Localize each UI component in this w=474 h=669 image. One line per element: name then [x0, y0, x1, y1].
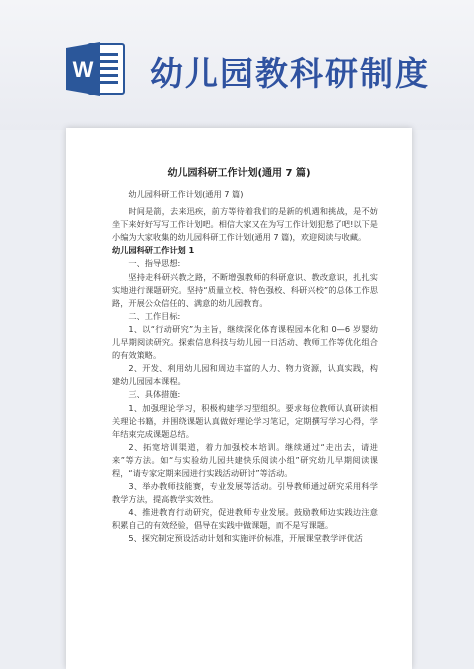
document-page: [66, 128, 412, 669]
paragraph-measure-3: 3、举办教师技能赛，专业发展等活动。引导教师通过研究采用科学教学方法，提高教学实效性。: [112, 481, 378, 505]
document-body: [112, 188, 378, 546]
doc-subtitle: 幼儿园科研工作计划(通用 7 篇): [128, 189, 244, 199]
intro-paragraph: 时间是箭，去来迅疾，前方等待着我们的是新的机遇和挑战，是不妨坐下来好好写写工作计划吧。相信大家又在为写工作计划犯愁了吧!以下是小编为大家收集的幼儿园科研工作计划(通用 7 篇)，欢迎阅读与收藏。: [112, 206, 378, 243]
document-title: 幼儿园科研工作计划(通用 7 篇): [167, 168, 311, 179]
word-logo-letter: W: [72, 57, 94, 82]
word-icon: [66, 40, 126, 98]
document-banner: [0, 0, 474, 130]
paragraph-goal-2: 2、开发、利用幼儿园和周边丰富的人力、物力资源，认真实践，构建幼儿园园本课程。: [112, 363, 378, 387]
paragraph-measure-1: 1、加强理论学习，积极构建学习型组织。要求每位教师认真研读相关理论书籍，并围绕课题认真做好理论学习笔记，定期撰写学习心得，学年结束完成课题总结。: [112, 402, 378, 439]
heading-work-goals: 二、工作目标:: [128, 310, 181, 321]
paragraph-measure-4: 4、推进教育行动研究，促进教师专业发展。鼓励教师边实践边注意积累自己的有效经验，倡导在实践中做课题，而不是写课题。: [112, 507, 378, 531]
heading-guiding-thought: 一、指导思想:: [128, 258, 181, 269]
paragraph-measure-5: 5、探究制定预设活动计划和实施评价标准，开展课堂教学评优活: [128, 533, 363, 544]
section-heading: 幼儿园科研工作计划 1: [112, 245, 195, 256]
paragraph-goal-1: 1、以“行动研究”为主旨，继续深化体育课程园本化和 0—6 岁婴幼儿早期阅读研究。探索信息科技与幼儿园一日活动、教师工作等优化组合的有效策略。: [112, 323, 378, 361]
paragraph-measure-2: 2、拓宽培训渠道，着力加强校本培训。继续通过“走出去，请进来”等方法。如“与实验幼儿园共建快乐阅读小组”研究幼儿早期阅读课程，“请专家定期来园进行实践活动研讨”等活动。: [112, 441, 378, 478]
paragraph-guiding-thought: 坚持走科研兴教之路，不断增强教师的科研意识、教改意识，扎扎实实地进行课题研究。坚持“质量立校、特色强校、科研兴校”的总体工作思路，开展公众信任的、满意的幼儿园教育。: [112, 271, 378, 308]
heading-measures: 三、具体措施:: [128, 389, 181, 400]
banner-title: 幼儿园教科研制度: [150, 54, 430, 93]
